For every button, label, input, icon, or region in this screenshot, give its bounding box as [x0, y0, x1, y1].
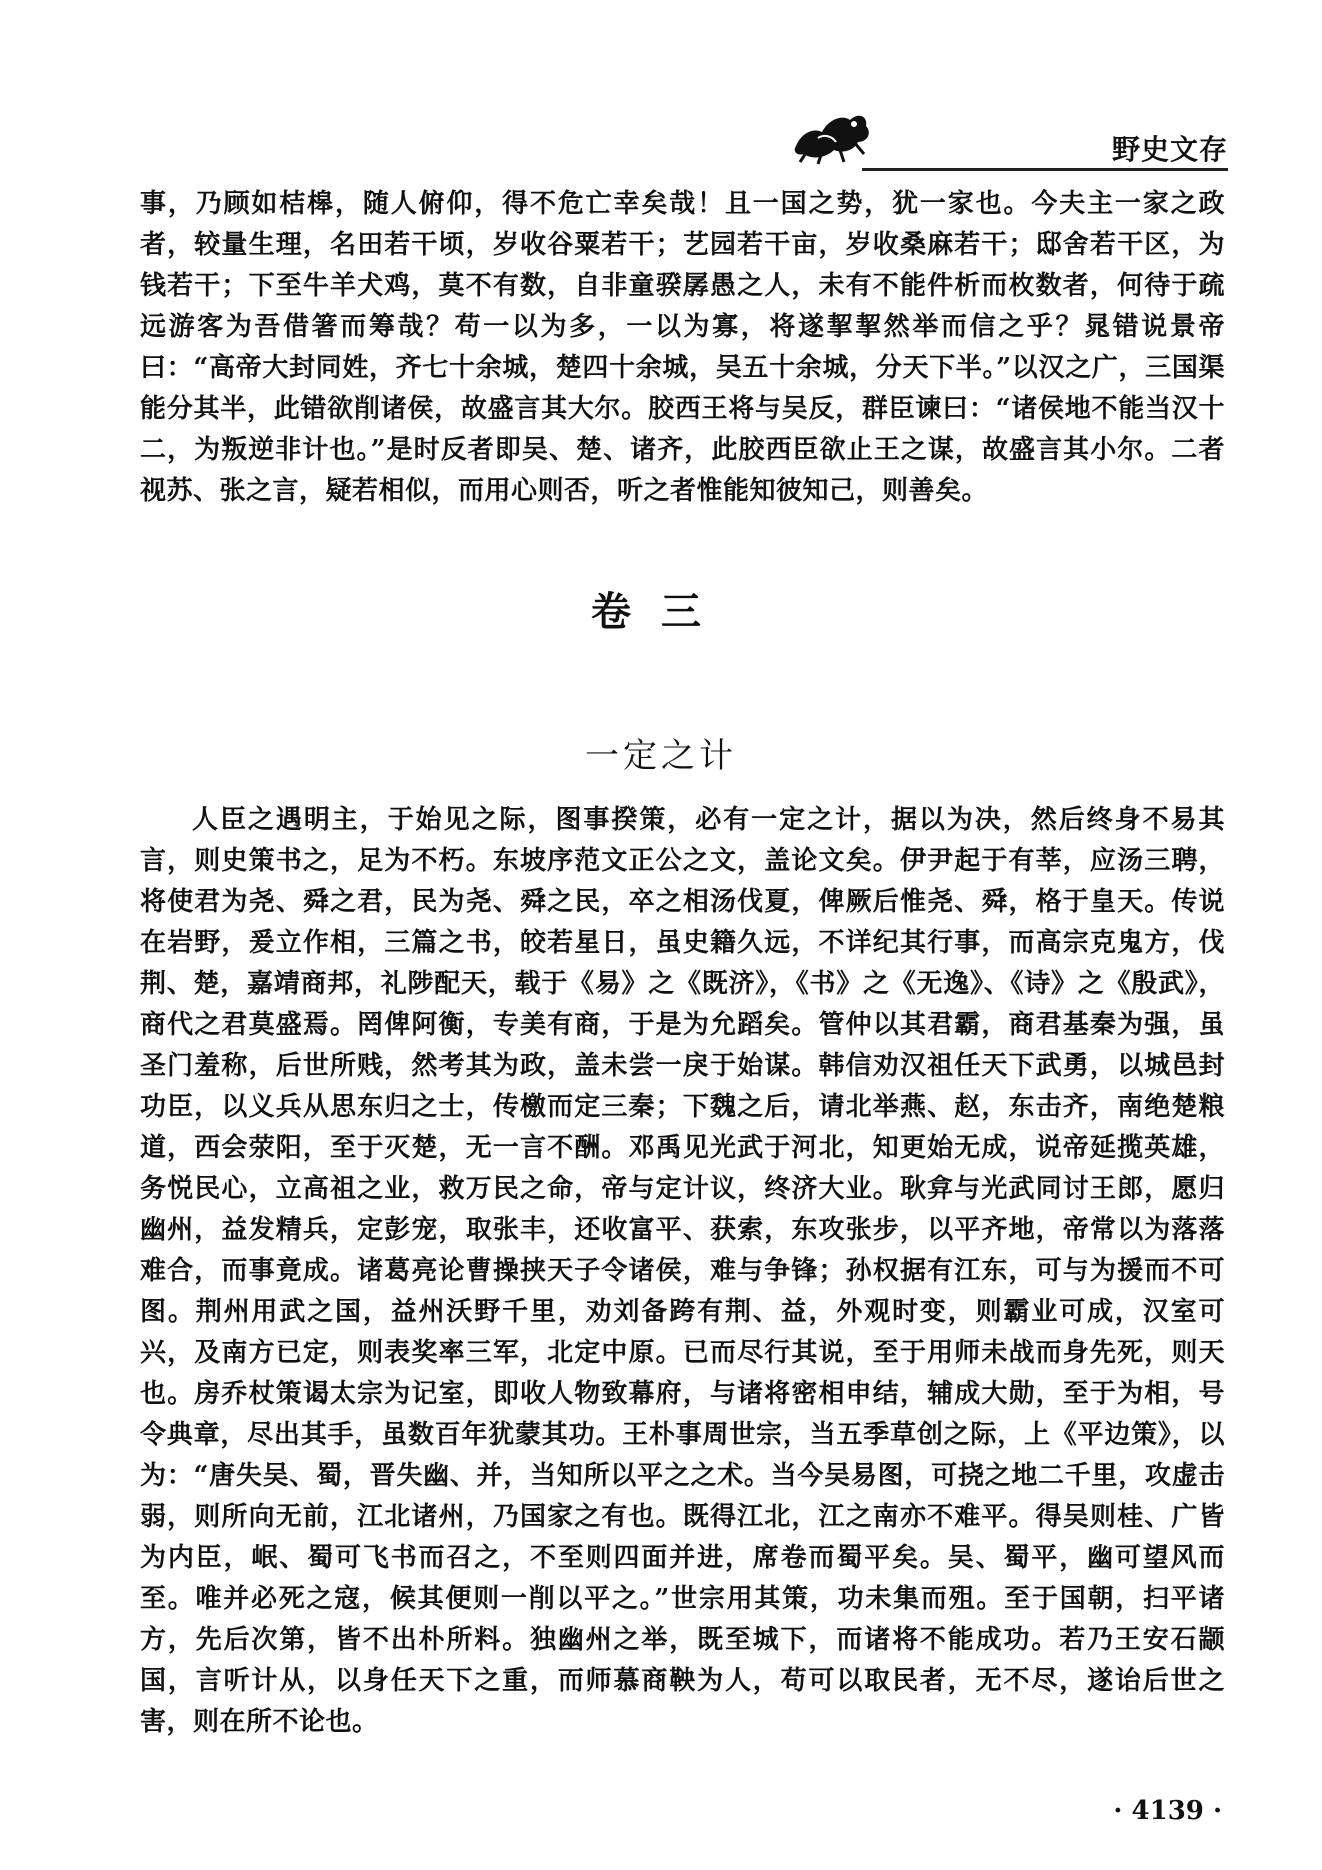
paragraph-continued: 事，乃顾如桔槔，随人俯仰，得不危亡幸矣哉！且一国之势，犹一家也。今夫主一家之政者，较量生理，名田若干顷，岁收谷粟若干；艺园若干亩，岁收桑麻若干；邸舍若干区，为钱若干；下至牛羊犬鸡，莫不有数，自非童骙孱愚之人，未有不能件析而枚数者，何待于疏远游客为吾借箸而筹哉？苟一以为多，一以为寡，将遂挈挈然举而信之乎？晁错说景帝曰：“高帝大封同姓，齐七十余城，楚四十余城，吴五十余城，分天下半。”以汉之广，三国渠能分其半，此错欲削诸侯，故盛言其大尔。胶西王将与吴反，群臣谏曰：“诸侯地不能当汉十二，为叛逆非计也。”是时反者即吴、楚、诸齐，此胶西臣欲止王之谋，故盛言其小尔。二者视苏、张之言，疑若相似，而用心则否，听之者惟能知彼知己，则善矣。: [140, 189, 1225, 506]
header-rule: [862, 168, 1228, 171]
running-header: [788, 98, 1228, 170]
volume-title: 卷三: [591, 589, 731, 635]
paragraph-main: 人臣之遇明主，于始见之际，图事揆策，必有一定之计，据以为决，然后终身不易其言，则史策书之，足为不朽。东坡序范文正公之文，盖论文矣。伊尹起于有莘，应汤三聘，将使君为尧、舜之君，民为尧、舜之民，卒之相汤伐夏，俾厥后惟尧、舜，格于皇天。传说在岩野，爰立作相，三篇之书，皎若星日，虽史籍久远，不详纪其行事，而高宗克鬼方，伐荆、楚，嘉靖商邦，礼陟配天，载于《易》之《既济》，《书》之《无逸》、《诗》之《殷武》，商代之君莫盛焉。罔俾阿衡，专美有商，于是为允蹈矣。管仲以其君霸，商君基秦为强，虽圣门羞称，后世所贱，然考其为政，盖未尝一戾于始谋。韩信劝汉祖任天下武勇，以城邑封功臣，以义兵从思东归之士，传檄而定三秦；下魏之后，请北举燕、赵，东击齐，南绝楚粮道，西会荥阳，至于灭楚，无一言不酬。邓禹见光武于河北，知更始无成，说帝延揽英雄，务悦民心，立高祖之业，救万民之命，帝与定计议，终济大业。耿弇与光武同讨王郎，愿归幽州，益发精兵，定彭宠，取张丰，还收富平、获索，东攻张步，以平齐地，帝常以为落落难合，而事竟成。诸葛亮论曹操挟天子令诸侯，难与争锋；孙权据有江东，可与为援而不可图。荆州用武之国，益州沃野千里，劝刘备跨有荆、益，外观时变，则霸业可成，汉室可兴，及南方已定，则表奖率三军，北定中原。已而尽行其说，至于用师未战而身先死，则天也。房乔杖策谒太宗为记室，即收人物致幕府，与诸将密相申结，辅成大勋，至于为相，号令典章，尽出其手，虽数百年犹蒙其功。王朴事周世宗，当五季草创之际，上《平边策》，以为：“唐失吴、蜀，晋失幽、并，当知所以平之之术。当今吴易图，可挠之地二千里，攻虚击弱，则所向无前，江北诸州，乃国家之有也。既得江北，江之南亦不难平。得吴则桂、广皆为内臣，岷、蜀可飞书而召之，不至则四面并进，席卷而蜀平矣。吴、蜀平，幽可望风而至。唯并必死之寇，候其便则一削以平之。”世宗用其策，功未集而殂。至于国朝，扫平诸方，先后次第，皆不出朴所料。独幽州之举，既至城下，而诸将不能成功。若乃王安石颛国，言听计从，以身任天下之重，而师慕商鞅为人，苟可以取民者，无不尽，遂诒后世之害，则在所不论也。: [140, 805, 1225, 1737]
section-title: 一定之计: [585, 736, 737, 776]
page-number: · 4139 ·: [1113, 1796, 1222, 1826]
dragon-emblem-icon: [788, 102, 874, 166]
header-title: 野史文存: [1111, 133, 1228, 166]
